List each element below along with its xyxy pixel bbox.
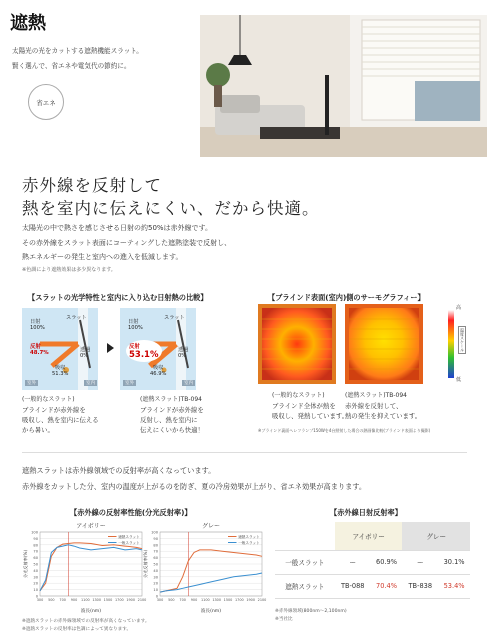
thermo-image-shield: [345, 304, 423, 384]
x-tick-label: 1500: [223, 598, 233, 602]
y-tick-label: 100: [151, 530, 158, 535]
table-row-label: 遮熱スラット: [275, 574, 335, 598]
section-divider: [22, 452, 467, 453]
y-axis-label: 分光反射率(%): [143, 549, 148, 579]
caption-thermo-general-2: 吸収し、発熱しています。: [272, 412, 349, 420]
x-tick-label: 900: [70, 598, 78, 602]
energy-saving-badge: 省エネ: [28, 84, 64, 120]
thermo-image-general: [258, 304, 336, 384]
slat-label: スラット: [66, 315, 87, 321]
bottom-note-2: ※遮熱スラットの反射率は色調によって異なります。: [22, 627, 132, 632]
transmit-label: 透過: [80, 347, 91, 353]
x-tick-label: 1900: [246, 598, 255, 602]
caption-general-1: ブラインドが赤外線を: [22, 406, 86, 414]
caption-shield-1: ブラインドが赤外線を: [140, 406, 204, 414]
bottom-note-1: ※遮熱スラットの赤外線領域での反射率が高くなっています。: [22, 619, 150, 624]
y-tick-label: 60: [153, 556, 158, 561]
scale-high: 高: [456, 305, 462, 311]
y-tick-label: 30: [33, 575, 38, 580]
scale-label: 温度スケール: [460, 328, 465, 352]
y-tick-label: 80: [33, 543, 38, 548]
y-tick-label: 100: [31, 530, 38, 535]
sunlight-pct: 100%: [30, 324, 45, 331]
table-cell: ー: [402, 550, 438, 574]
x-tick-label: 500: [48, 598, 55, 602]
transmit-label: 透過: [178, 347, 189, 353]
body-line-3: 熱エネルギーの発生と室内への進入を低減します。: [22, 253, 183, 261]
inside-tag: 室内: [184, 381, 194, 386]
room-photo: [200, 15, 487, 157]
caption-shield-3: 伝えにくいから快適！: [140, 426, 204, 434]
series-line: [40, 545, 142, 591]
reflect-pct: 48.7%: [30, 350, 49, 356]
table-cell-highlight: 70.4%: [371, 574, 403, 598]
table-corner: [275, 522, 335, 550]
transmit-pct: 0%: [178, 352, 187, 359]
x-tick-label: 1700: [235, 598, 244, 602]
spectral-chart-title: 【赤外線の反射率性能(分光反射率)】: [70, 508, 192, 517]
x-tick-label: 1300: [212, 598, 221, 602]
y-tick-label: 50: [33, 562, 38, 567]
x-tick-label: 300: [156, 598, 164, 602]
transmit-pct: 0%: [80, 352, 89, 359]
table-cell: 30.1%: [438, 550, 470, 574]
thermo-note: ※ブラインド裏面へレフランプ150Wを4台照射した場合の熱画像比較(ブラインド表面より撮影): [258, 428, 431, 433]
x-axis-label: 波長(nm): [200, 609, 222, 614]
table-cell: TB-088: [335, 574, 371, 598]
y-tick-label: 0: [155, 594, 158, 599]
summary-line-1: 遮熱スラットは赤外線領域での反射率が高くなっています。: [22, 466, 216, 475]
intro-line-1: 太陽光の光をカットする遮熱機能スラット。: [12, 47, 143, 55]
table-note-2: ※当社比: [275, 617, 293, 622]
absorb-pct: 46.9%: [150, 370, 167, 377]
table-header-gray: グレー: [402, 522, 470, 550]
caption-general-2: 吸収し、熱を室内に伝える: [22, 416, 99, 424]
summary-line-2: 赤外線をカットした分、室内の温度が上がるのを防ぎ、夏の冷房効果が上がり、省エネ効果が高まります。: [22, 482, 367, 491]
series-line: [160, 550, 262, 592]
sunlight-pct: 100%: [128, 324, 143, 331]
thermography-title: 【ブラインド表面(室内)側のサーモグラフィー】: [268, 293, 425, 302]
x-axis-label: 波長(nm): [80, 609, 102, 614]
legend-label: 遮熱スラット: [118, 535, 140, 539]
table-cell-highlight: 53.4%: [438, 574, 470, 598]
caption-thermo-shield-1: 赤外線を反射して、: [345, 402, 403, 410]
caption-thermo-shield-2: 熱の発生を抑えています。: [345, 412, 422, 420]
caption-thermo-general-1: ブラインド全体が熱を: [272, 402, 336, 410]
x-tick-label: 1100: [201, 598, 210, 602]
x-tick-label: 700: [179, 598, 186, 602]
y-tick-label: 80: [153, 543, 158, 548]
x-tick-label: 900: [190, 598, 198, 602]
intro-line-2: 賢く選んで、省エネや電気代の節約に。: [12, 62, 131, 70]
diagram-general-slat: [22, 308, 98, 390]
y-tick-label: 70: [33, 549, 38, 554]
chart-title: グレー: [201, 523, 221, 530]
outside-tag: 室外: [125, 381, 135, 386]
y-tick-label: 40: [153, 568, 158, 573]
caption-shield-2: 反射し、熱を室内に: [140, 416, 198, 424]
y-tick-label: 40: [33, 568, 38, 573]
y-tick-label: 50: [153, 562, 158, 567]
x-tick-label: 2100: [137, 598, 147, 602]
temperature-scale: [434, 304, 468, 384]
table-header-ivory: アイボリー: [335, 522, 403, 550]
absorb-label: 吸収: [55, 365, 66, 371]
reflect-table-title: 【赤外線日射反射率】: [330, 508, 402, 517]
series-line: [160, 573, 262, 592]
legend-label: 一般スラット: [238, 541, 260, 545]
slat-label: スラット: [164, 315, 185, 321]
floor-lamp-icon: [325, 75, 329, 135]
headline-line-2: 熱を室内に伝えにくい、だから快適。: [22, 199, 320, 218]
inside-tag: 室内: [86, 381, 96, 386]
table-row: [275, 550, 470, 574]
caption-thermo-shield-title: (遮熱スラット)TB-094: [345, 392, 407, 399]
x-tick-label: 1700: [115, 598, 124, 602]
x-tick-label: 700: [59, 598, 66, 602]
table-row: [275, 574, 470, 598]
y-tick-label: 20: [33, 581, 38, 586]
table-note-1: ※赤外線領域(800nm〜2,100nm): [275, 609, 347, 614]
table-cell: 60.9%: [371, 550, 403, 574]
y-tick-label: 20: [153, 581, 158, 586]
reflect-label: 反射: [129, 344, 140, 350]
x-tick-label: 1100: [81, 598, 90, 602]
diagram-shield-slat: [120, 308, 196, 390]
absorb-label: 吸収: [153, 365, 164, 371]
table-cell: TB-838: [402, 574, 438, 598]
caption-thermo-general-title: (一般的なスラット): [272, 392, 325, 399]
x-tick-label: 2100: [257, 598, 267, 602]
sunlight-label: 日射: [128, 319, 139, 325]
y-tick-label: 70: [153, 549, 158, 554]
sunlight-label: 日射: [30, 319, 41, 325]
caption-general-3: から暑い。: [22, 426, 54, 434]
y-tick-label: 90: [153, 536, 158, 541]
x-tick-label: 1500: [103, 598, 113, 602]
headline-line-1: 赤外線を反射して: [22, 176, 162, 195]
y-tick-label: 60: [33, 556, 38, 561]
reflectance-table: [275, 522, 470, 599]
y-tick-label: 0: [35, 594, 38, 599]
x-tick-label: 300: [36, 598, 44, 602]
y-tick-label: 10: [33, 588, 38, 593]
y-tick-label: 30: [153, 575, 158, 580]
reflect-pct: 53.1%: [129, 350, 159, 360]
reflect-label: 反射: [30, 344, 41, 350]
caption-general-title: (一般的なスラット): [22, 396, 75, 403]
window-blind-icon: [362, 20, 480, 121]
x-tick-label: 1900: [126, 598, 135, 602]
table-cell: ー: [335, 550, 371, 574]
body-line-2: その赤外線をスラット表面にコーティングした遮熱塗装で反射し、: [22, 239, 232, 247]
scale-low: 低: [456, 377, 462, 383]
caption-shield-title: (遮熱スラット)TB-094: [140, 396, 202, 403]
body-line-1: 太陽光の中で熱さを感じさせる日射の約50%は赤外線です。: [22, 224, 212, 232]
legend-label: 一般スラット: [118, 541, 140, 545]
y-tick-label: 10: [153, 588, 158, 593]
legend-label: 遮熱スラット: [238, 535, 260, 539]
x-tick-label: 1300: [92, 598, 101, 602]
table-row-label: 一般スラット: [275, 550, 335, 574]
chart-title: アイボリー: [76, 523, 106, 530]
x-tick-label: 500: [168, 598, 175, 602]
body-note: ※色調により遮熱効果は多少異なります。: [22, 267, 116, 273]
y-axis-label: 分光反射率(%): [23, 549, 28, 579]
outside-tag: 室外: [27, 381, 37, 386]
slat-comparison-title: 【スラットの光学特性と室内に入り込む日射熱の比較】: [28, 293, 208, 302]
absorb-pct: 51.3%: [52, 370, 69, 377]
chart-gray: [142, 520, 267, 615]
chart-ivory: [22, 520, 147, 615]
y-tick-label: 90: [33, 536, 38, 541]
arrow-right-icon: [107, 343, 114, 353]
page-title: 遮熱: [10, 13, 46, 34]
